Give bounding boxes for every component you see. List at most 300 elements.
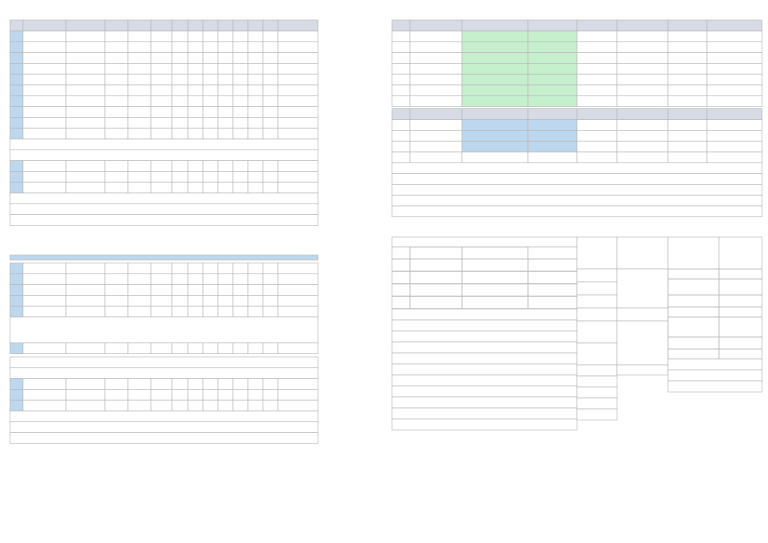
left-cell	[66, 379, 105, 390]
right-cell-2	[410, 141, 462, 152]
left-cell	[10, 63, 23, 74]
cell	[392, 419, 577, 430]
left-cell	[23, 182, 66, 193]
left-cell	[151, 63, 172, 74]
left-cell	[218, 42, 233, 53]
left-cell	[172, 85, 188, 96]
right-header	[707, 20, 762, 31]
left-cell	[23, 128, 66, 139]
right-header-2	[577, 109, 617, 120]
traffic-header	[410, 247, 462, 259]
left-header	[172, 20, 188, 31]
left-header	[151, 20, 172, 31]
left-cell	[10, 379, 23, 390]
cell	[577, 398, 617, 409]
right-header	[577, 20, 617, 31]
right-header	[410, 20, 462, 31]
left-cell	[151, 85, 172, 96]
right-cell-2	[707, 141, 762, 152]
cell	[528, 247, 577, 259]
cell	[392, 174, 762, 185]
left-cell	[278, 96, 318, 107]
left-cell	[151, 171, 172, 182]
ioh-work-heading	[10, 317, 318, 343]
left-cell	[128, 400, 151, 411]
left-cell	[172, 285, 188, 296]
left-cell	[10, 128, 23, 139]
left-cell	[188, 400, 203, 411]
left-cell	[172, 306, 188, 317]
left-cell	[278, 400, 318, 411]
left-cell	[278, 295, 318, 306]
left-cell	[66, 31, 105, 42]
left-cell	[128, 285, 151, 296]
left-cell	[128, 128, 151, 139]
right-cell	[668, 42, 707, 53]
left-cell	[172, 117, 188, 128]
left-cell	[233, 295, 248, 306]
left-header	[188, 20, 203, 31]
left-cell	[248, 389, 263, 400]
left-header	[218, 20, 233, 31]
left-cell	[203, 63, 218, 74]
left-cell	[233, 285, 248, 296]
left-cell	[151, 161, 172, 172]
traffic-header	[462, 247, 528, 259]
left-cell	[172, 63, 188, 74]
cell	[392, 342, 577, 353]
left-cell	[172, 182, 188, 193]
left-cell	[233, 31, 248, 42]
left-cell	[105, 274, 128, 285]
left-cell	[66, 107, 105, 118]
left-cell	[218, 389, 233, 400]
left-cell	[233, 182, 248, 193]
left-cell	[218, 53, 233, 64]
left-cell	[218, 63, 233, 74]
left-cell	[278, 263, 318, 274]
left-cell	[263, 85, 278, 96]
left-cell	[278, 63, 318, 74]
left-cell	[105, 171, 128, 182]
left-cell	[23, 63, 66, 74]
left-cell	[151, 117, 172, 128]
left-cell	[10, 263, 23, 274]
left-cell	[263, 161, 278, 172]
left-cell	[203, 42, 218, 53]
left-cell	[105, 343, 128, 354]
left-cell	[151, 182, 172, 193]
right-cell	[577, 53, 617, 64]
right-cell	[577, 31, 617, 42]
right-cell-2	[668, 120, 707, 131]
left-cell	[105, 63, 128, 74]
left-cell	[172, 379, 188, 390]
ra-coach-cell	[668, 349, 719, 359]
left-cell	[66, 274, 105, 285]
right-cell	[668, 96, 707, 107]
left-cell	[263, 389, 278, 400]
left-cell	[248, 182, 263, 193]
right-cell-2	[392, 152, 410, 163]
left-cell	[203, 107, 218, 118]
left-cell	[188, 343, 203, 354]
left-cell	[248, 400, 263, 411]
left-cell	[66, 161, 105, 172]
left-cell	[128, 31, 151, 42]
left-cell	[23, 107, 66, 118]
left-cell	[203, 295, 218, 306]
left-header	[248, 20, 263, 31]
left-cell	[172, 389, 188, 400]
left-cell	[128, 53, 151, 64]
left-cell	[278, 306, 318, 317]
ra-date-cell	[719, 307, 762, 317]
right-header	[462, 20, 528, 31]
cell	[392, 386, 577, 397]
left-cell	[248, 96, 263, 107]
cell	[392, 353, 577, 364]
may-heading	[10, 368, 318, 379]
left-cell	[188, 42, 203, 53]
left-cell	[23, 389, 66, 400]
cell	[392, 408, 577, 419]
right-header	[528, 20, 577, 31]
left-cell	[172, 274, 188, 285]
right-cell	[577, 85, 617, 96]
right-cell	[617, 31, 668, 42]
wheel-total	[577, 365, 617, 376]
cell	[392, 320, 577, 331]
left-cell	[218, 96, 233, 107]
left-cell	[105, 400, 128, 411]
left-cell	[128, 42, 151, 53]
right-cell	[392, 42, 410, 53]
left-cell	[233, 274, 248, 285]
cell	[392, 397, 577, 408]
left-cell	[233, 161, 248, 172]
cell	[668, 370, 762, 381]
right-cell	[577, 42, 617, 53]
right-cell	[617, 63, 668, 74]
left-cell	[66, 117, 105, 128]
right-cell	[462, 63, 528, 74]
left-cell	[66, 171, 105, 182]
left-cell	[263, 31, 278, 42]
right-cell	[668, 74, 707, 85]
left-cell	[188, 263, 203, 274]
lhb-lowered-head	[617, 237, 668, 269]
left-cell	[248, 295, 263, 306]
left-cell	[263, 96, 278, 107]
left-cell	[66, 295, 105, 306]
right-cell-2	[392, 130, 410, 141]
left-cell	[10, 53, 23, 64]
cell	[392, 247, 410, 259]
left-cell	[172, 42, 188, 53]
left-cell	[218, 400, 233, 411]
right-cell	[462, 53, 528, 64]
left-cell	[151, 42, 172, 53]
left-cell	[263, 42, 278, 53]
left-cell	[203, 389, 218, 400]
left-cell	[128, 63, 151, 74]
returned-coaches	[617, 308, 668, 321]
left-cell	[105, 85, 128, 96]
left-cell	[188, 295, 203, 306]
cell	[10, 411, 318, 422]
condemned-coaches	[617, 365, 668, 375]
left-cell	[218, 306, 233, 317]
left-cell	[23, 343, 66, 354]
left-cell	[10, 74, 23, 85]
right-date	[590, 9, 660, 17]
traffic-cell	[410, 259, 462, 271]
traffic-cell	[410, 272, 462, 284]
left-cell	[105, 107, 128, 118]
left-cell	[66, 263, 105, 274]
left-cell	[172, 53, 188, 64]
left-cell	[66, 182, 105, 193]
right-cell-2	[707, 152, 762, 163]
left-cell	[203, 182, 218, 193]
left-cell	[233, 42, 248, 53]
left-cell	[172, 74, 188, 85]
left-cell	[66, 74, 105, 85]
left-cell	[66, 96, 105, 107]
left-cell	[278, 128, 318, 139]
left-cell	[233, 117, 248, 128]
wheel-out-cell	[577, 269, 617, 282]
left-cell	[218, 274, 233, 285]
right-cell	[410, 63, 462, 74]
right-cell-2	[392, 141, 410, 152]
cell	[10, 193, 318, 204]
left-cell	[278, 117, 318, 128]
left-cell	[263, 295, 278, 306]
traffic-cell	[528, 284, 577, 296]
wheel-out-cell	[577, 308, 617, 321]
right-cell	[410, 31, 462, 42]
left-cell	[151, 128, 172, 139]
right-cell-2	[462, 120, 528, 131]
cell	[577, 376, 617, 387]
left-header	[203, 20, 218, 31]
left-cell	[218, 379, 233, 390]
left-cell	[10, 96, 23, 107]
cell	[10, 204, 318, 215]
right-cell	[617, 96, 668, 107]
left-cell	[203, 117, 218, 128]
left-cell	[151, 263, 172, 274]
left-cell	[218, 31, 233, 42]
left-cell	[188, 31, 203, 42]
right-cell	[617, 42, 668, 53]
left-cell	[218, 182, 233, 193]
left-cell	[278, 379, 318, 390]
left-cell	[248, 128, 263, 139]
left-cell	[23, 263, 66, 274]
left-cell	[188, 274, 203, 285]
left-cell	[10, 343, 23, 354]
left-cell	[151, 107, 172, 118]
left-cell	[128, 295, 151, 306]
left-cell	[248, 117, 263, 128]
right-cell-2	[462, 152, 528, 163]
left-header	[105, 20, 128, 31]
left-cell	[23, 96, 66, 107]
left-cell	[188, 182, 203, 193]
right-cell-2	[462, 141, 528, 152]
left-cell	[105, 53, 128, 64]
left-cell	[105, 74, 128, 85]
right-cell	[410, 85, 462, 96]
left-cell	[188, 161, 203, 172]
left-cell	[128, 161, 151, 172]
right-cell	[462, 85, 528, 96]
left-cell	[105, 379, 128, 390]
cell	[617, 269, 668, 308]
right-cell	[528, 63, 577, 74]
left-cell	[278, 171, 318, 182]
right-cell-2	[577, 152, 617, 163]
right-cell	[707, 63, 762, 74]
left-cell	[218, 171, 233, 182]
right-header-2	[617, 109, 668, 120]
right-cell	[392, 31, 410, 42]
traffic-cell	[462, 272, 528, 284]
left-cell	[188, 379, 203, 390]
left-cell	[248, 74, 263, 85]
right-cell-2	[528, 152, 577, 163]
left-cell	[233, 263, 248, 274]
left-cell	[10, 295, 23, 306]
ra-date-cell	[719, 295, 762, 307]
left-cell	[278, 42, 318, 53]
left-cell	[233, 379, 248, 390]
traffic-cell	[410, 284, 462, 296]
left-cell	[66, 306, 105, 317]
left-cell	[151, 96, 172, 107]
ra-coach-cell	[668, 317, 719, 337]
left-cell	[105, 161, 128, 172]
left-cell	[188, 171, 203, 182]
left-cell	[278, 285, 318, 296]
right-cell-2	[668, 141, 707, 152]
left-cell	[278, 182, 318, 193]
cell	[392, 375, 577, 386]
traffic-cell	[528, 272, 577, 284]
left-cell	[263, 400, 278, 411]
right-cell	[668, 53, 707, 64]
left-cell	[105, 306, 128, 317]
left-cell	[248, 161, 263, 172]
left-cell	[66, 53, 105, 64]
left-date	[220, 9, 290, 17]
right-cell-2	[617, 130, 668, 141]
right-cell-2	[707, 120, 762, 131]
right-cell	[410, 42, 462, 53]
left-cell	[128, 389, 151, 400]
left-cell	[23, 400, 66, 411]
left-cell	[172, 161, 188, 172]
left-cell	[278, 161, 318, 172]
left-cell	[278, 74, 318, 85]
left-cell	[172, 128, 188, 139]
traffic-cell	[528, 259, 577, 271]
left-cell	[203, 400, 218, 411]
left-cell	[263, 74, 278, 85]
left-cell	[172, 171, 188, 182]
left-cell	[66, 63, 105, 74]
right-cell	[410, 53, 462, 64]
left-cell	[218, 128, 233, 139]
right-cell	[528, 74, 577, 85]
left-cell	[23, 42, 66, 53]
right-cell	[707, 31, 762, 42]
traffic-cell	[528, 297, 577, 309]
left-cell	[248, 274, 263, 285]
left-cell	[248, 285, 263, 296]
left-cell	[203, 85, 218, 96]
left-header	[23, 20, 66, 31]
left-cell	[233, 85, 248, 96]
wheel-out-cell	[577, 282, 617, 295]
right-cell	[462, 31, 528, 42]
left-cell	[188, 389, 203, 400]
left-cell	[172, 400, 188, 411]
right-cell	[528, 53, 577, 64]
ra-coach-cell	[668, 279, 719, 295]
traffic-cell	[462, 284, 528, 296]
left-cell	[233, 306, 248, 317]
left-cell	[203, 379, 218, 390]
right-cell	[617, 74, 668, 85]
left-cell	[248, 379, 263, 390]
left-cell	[203, 96, 218, 107]
cell	[577, 409, 617, 420]
left-cell	[233, 74, 248, 85]
left-cell	[10, 107, 23, 118]
right-cell	[528, 31, 577, 42]
right-header-2	[392, 109, 410, 120]
left-cell	[233, 107, 248, 118]
left-cell	[10, 274, 23, 285]
left-cell	[128, 379, 151, 390]
left-cell	[248, 263, 263, 274]
left-cell	[203, 53, 218, 64]
left-cell	[10, 171, 23, 182]
wheel-bottom	[577, 321, 617, 343]
left-cell	[172, 295, 188, 306]
left-cell	[105, 389, 128, 400]
left-header	[66, 20, 105, 31]
left-cell	[248, 171, 263, 182]
cell	[668, 359, 762, 370]
right-cell	[668, 31, 707, 42]
left-cell	[263, 128, 278, 139]
left-cell	[203, 161, 218, 172]
left-cell	[233, 400, 248, 411]
ra-date-cell	[719, 279, 762, 295]
left-cell	[203, 274, 218, 285]
right-cell-2	[707, 130, 762, 141]
left-cell	[188, 63, 203, 74]
left-cell	[188, 285, 203, 296]
right-cell-2	[577, 120, 617, 131]
right-cell	[462, 42, 528, 53]
cell	[392, 195, 762, 206]
